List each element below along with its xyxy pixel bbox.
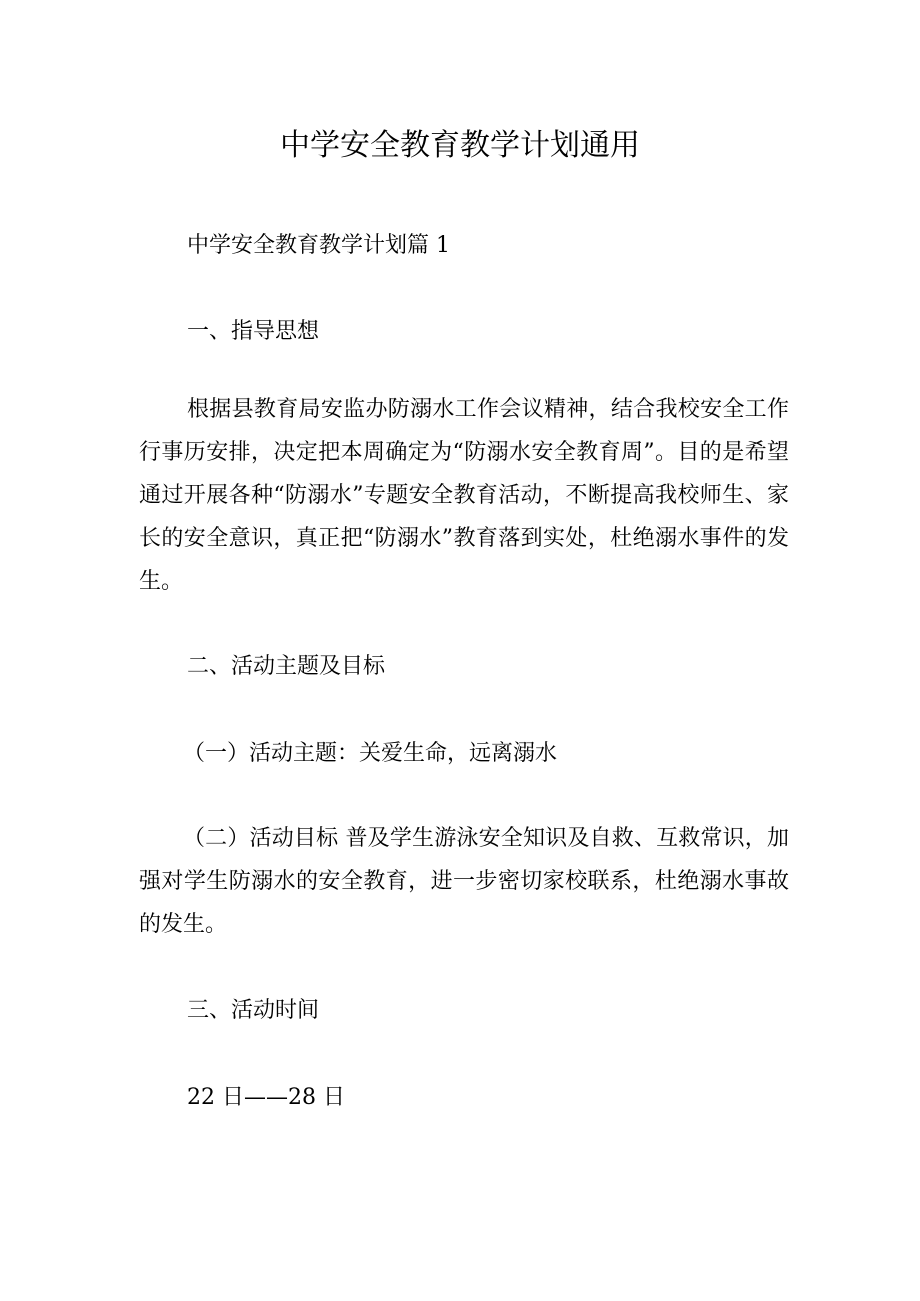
heading-theme-goals: 二、活动主题及目标 [187,654,386,679]
document-title: 中学安全教育教学计划通用 [280,128,640,163]
subitem-goals: （二）活动目标 普及学生游泳安全知识及自救、互救常识，加强对学生防溺水的安全教育，进一步密切家校联系，杜绝溺水事故的发生。 [139,826,789,937]
activity-date-range: 22 日——28 日 [187,1085,345,1110]
heading-activity-time: 三、活动时间 [187,998,320,1023]
heading-guiding-thought: 一、指导思想 [187,319,320,344]
section-heading: 中学安全教育教学计划篇 1 [187,233,450,258]
paragraph-guiding-thought: 根据县教育局安监办防溺水工作会议精神，结合我校安全工作行事历安排，决定把本周确定为“防溺水安全教育周”。目的是希望通过开展各种“防溺水”专题安全教育活动，不断提高我校师生、家长的安全意识，真正把“防溺水”教育落到实处，杜绝溺水事件的发生。 [139,397,789,594]
subitem-theme: （一）活动主题：关爱生命，远离溺水 [183,741,558,766]
